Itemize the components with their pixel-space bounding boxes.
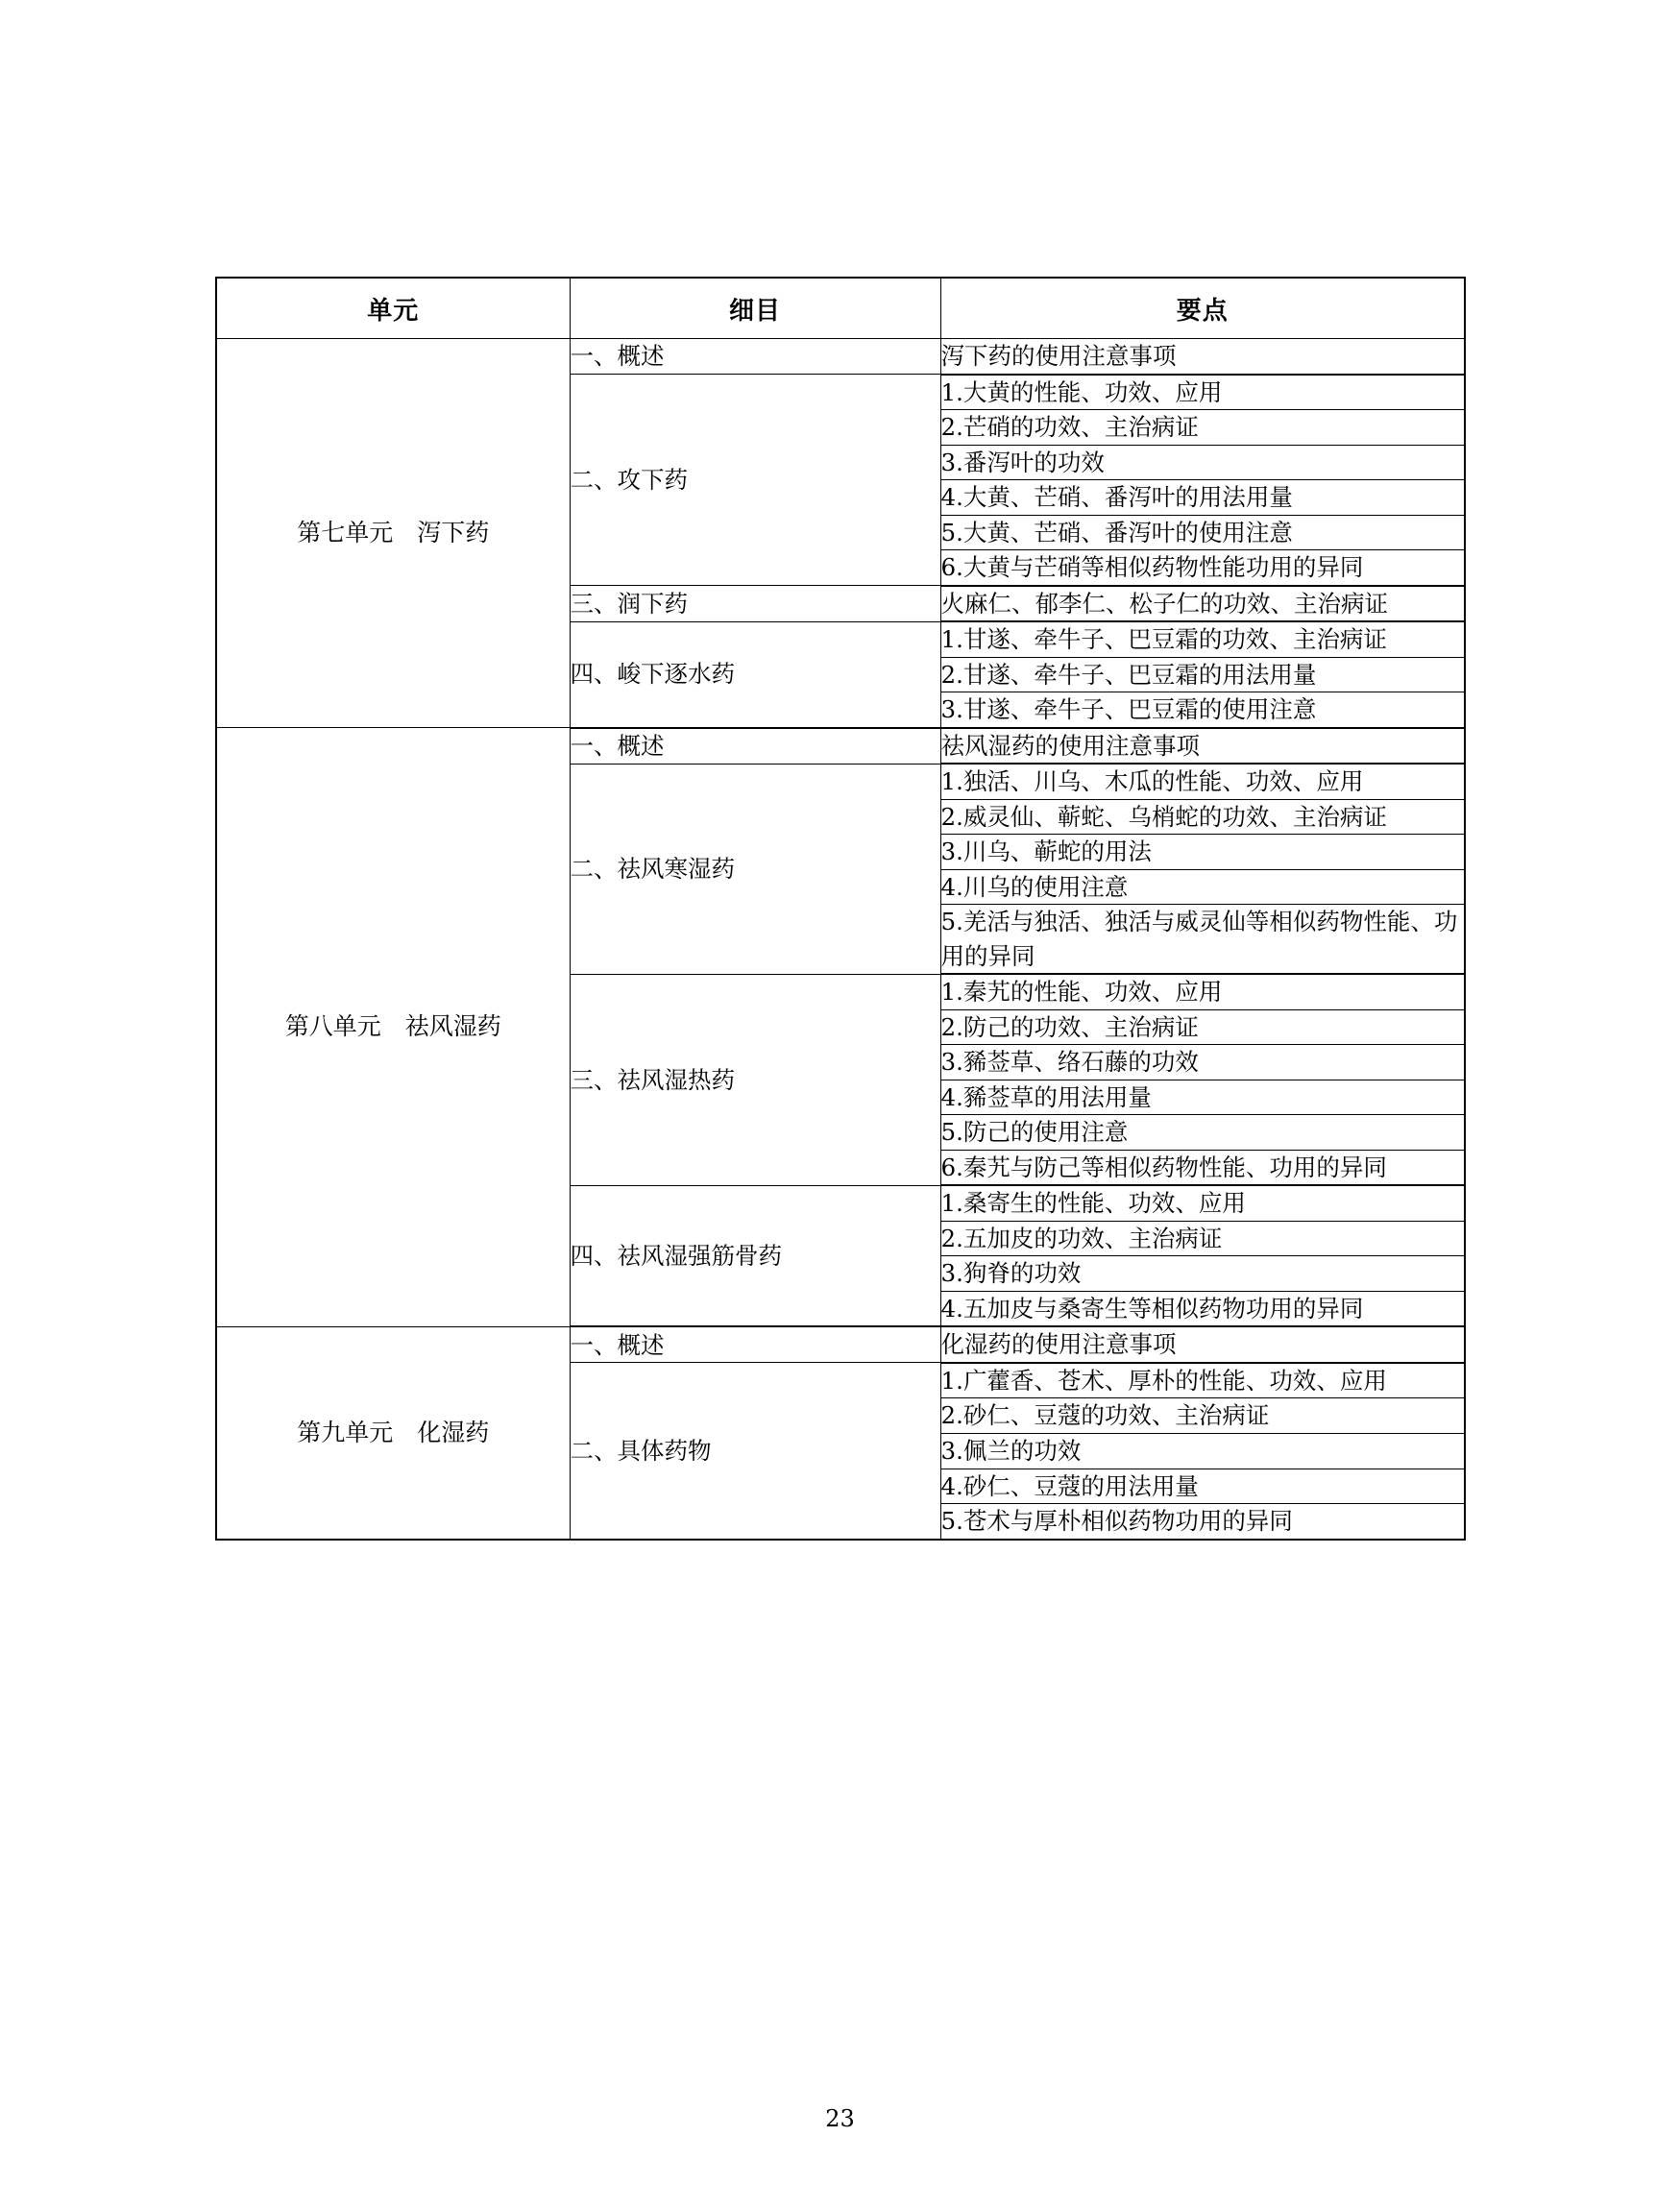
page-number: 23 (825, 2105, 855, 2132)
column-header-unit: 单元 (216, 278, 570, 339)
detail-cell: 二、具体药物 (570, 1363, 940, 1540)
point-cell: 1.独活、川乌、木瓜的性能、功效、应用 (940, 764, 1465, 799)
point-cell: 2.防己的功效、主治病证 (940, 1009, 1465, 1045)
detail-cell: 三、祛风湿热药 (570, 974, 940, 1185)
point-cell: 1.甘遂、牵牛子、巴豆霜的功效、主治病证 (940, 621, 1465, 657)
unit-label: 第七单元 泻下药 (297, 518, 490, 546)
point-cell: 祛风湿药的使用注意事项 (940, 728, 1465, 765)
point-cell: 1.秦艽的性能、功效、应用 (940, 974, 1465, 1009)
unit-cell (216, 728, 570, 1327)
detail-cell: 四、峻下逐水药 (570, 621, 940, 728)
detail-cell: 一、概述 (570, 1326, 940, 1363)
unit-cell (216, 1326, 570, 1539)
point-cell: 6.大黄与芒硝等相似药物性能功用的异同 (940, 550, 1465, 586)
point-cell: 2.芒硝的功效、主治病证 (940, 410, 1465, 446)
detail-cell: 二、攻下药 (570, 375, 940, 586)
point-cell: 3.佩兰的功效 (940, 1433, 1465, 1469)
table-row (216, 1326, 1465, 1363)
table-row (216, 728, 1465, 765)
point-cell: 4.豨莶草的用法用量 (940, 1080, 1465, 1115)
point-cell: 3.川乌、蕲蛇的用法 (940, 835, 1465, 870)
point-cell: 5.羌活与独活、独活与威灵仙等相似药物性能、功用的异同 (940, 905, 1465, 975)
unit-label: 第八单元 祛风湿药 (284, 1012, 501, 1041)
detail-cell: 二、祛风寒湿药 (570, 764, 940, 974)
header-row (216, 278, 1465, 339)
point-cell: 3.狗脊的功效 (940, 1256, 1465, 1292)
table-row (216, 339, 1465, 375)
point-cell: 化湿药的使用注意事项 (940, 1326, 1465, 1363)
point-cell: 4.大黄、芒硝、番泻叶的用法用量 (940, 480, 1465, 516)
point-cell: 4.川乌的使用注意 (940, 869, 1465, 905)
point-cell: 5.防己的使用注意 (940, 1115, 1465, 1151)
point-cell: 1.广藿香、苍术、厚朴的性能、功效、应用 (940, 1363, 1465, 1398)
syllabus-table-wrapper (215, 277, 1464, 1541)
point-cell: 5.大黄、芒硝、番泻叶的使用注意 (940, 515, 1465, 550)
point-cell: 2.威灵仙、蕲蛇、乌梢蛇的功效、主治病证 (940, 799, 1465, 835)
point-cell: 泻下药的使用注意事项 (940, 339, 1465, 375)
detail-cell: 一、概述 (570, 339, 940, 375)
column-header-point: 要点 (940, 278, 1465, 339)
point-cell: 4.五加皮与桑寄生等相似药物功用的异同 (940, 1291, 1465, 1326)
point-cell: 6.秦艽与防己等相似药物性能、功用的异同 (940, 1150, 1465, 1185)
syllabus-table (215, 277, 1466, 1541)
point-cell: 1.桑寄生的性能、功效、应用 (940, 1185, 1465, 1221)
unit-cell (216, 339, 570, 728)
table-header (216, 278, 1465, 339)
point-cell: 2.甘遂、牵牛子、巴豆霜的用法用量 (940, 657, 1465, 692)
point-cell: 1.大黄的性能、功效、应用 (940, 375, 1465, 410)
point-cell: 5.苍术与厚朴相似药物功用的异同 (940, 1504, 1465, 1540)
detail-cell: 一、概述 (570, 728, 940, 765)
unit-label: 第九单元 化湿药 (297, 1418, 490, 1446)
point-cell: 2.砂仁、豆蔻的功效、主治病证 (940, 1398, 1465, 1434)
point-cell: 2.五加皮的功效、主治病证 (940, 1221, 1465, 1256)
point-cell: 3.豨莶草、络石藤的功效 (940, 1045, 1465, 1080)
detail-cell: 四、祛风湿强筋骨药 (570, 1185, 940, 1326)
detail-cell: 三、润下药 (570, 586, 940, 622)
table-body (216, 339, 1465, 1540)
point-cell: 火麻仁、郁李仁、松子仁的功效、主治病证 (940, 586, 1465, 622)
column-header-detail: 细目 (570, 278, 940, 339)
point-cell: 3.甘遂、牵牛子、巴豆霜的使用注意 (940, 692, 1465, 728)
point-cell: 4.砂仁、豆蔻的用法用量 (940, 1469, 1465, 1504)
point-cell: 3.番泻叶的功效 (940, 445, 1465, 480)
